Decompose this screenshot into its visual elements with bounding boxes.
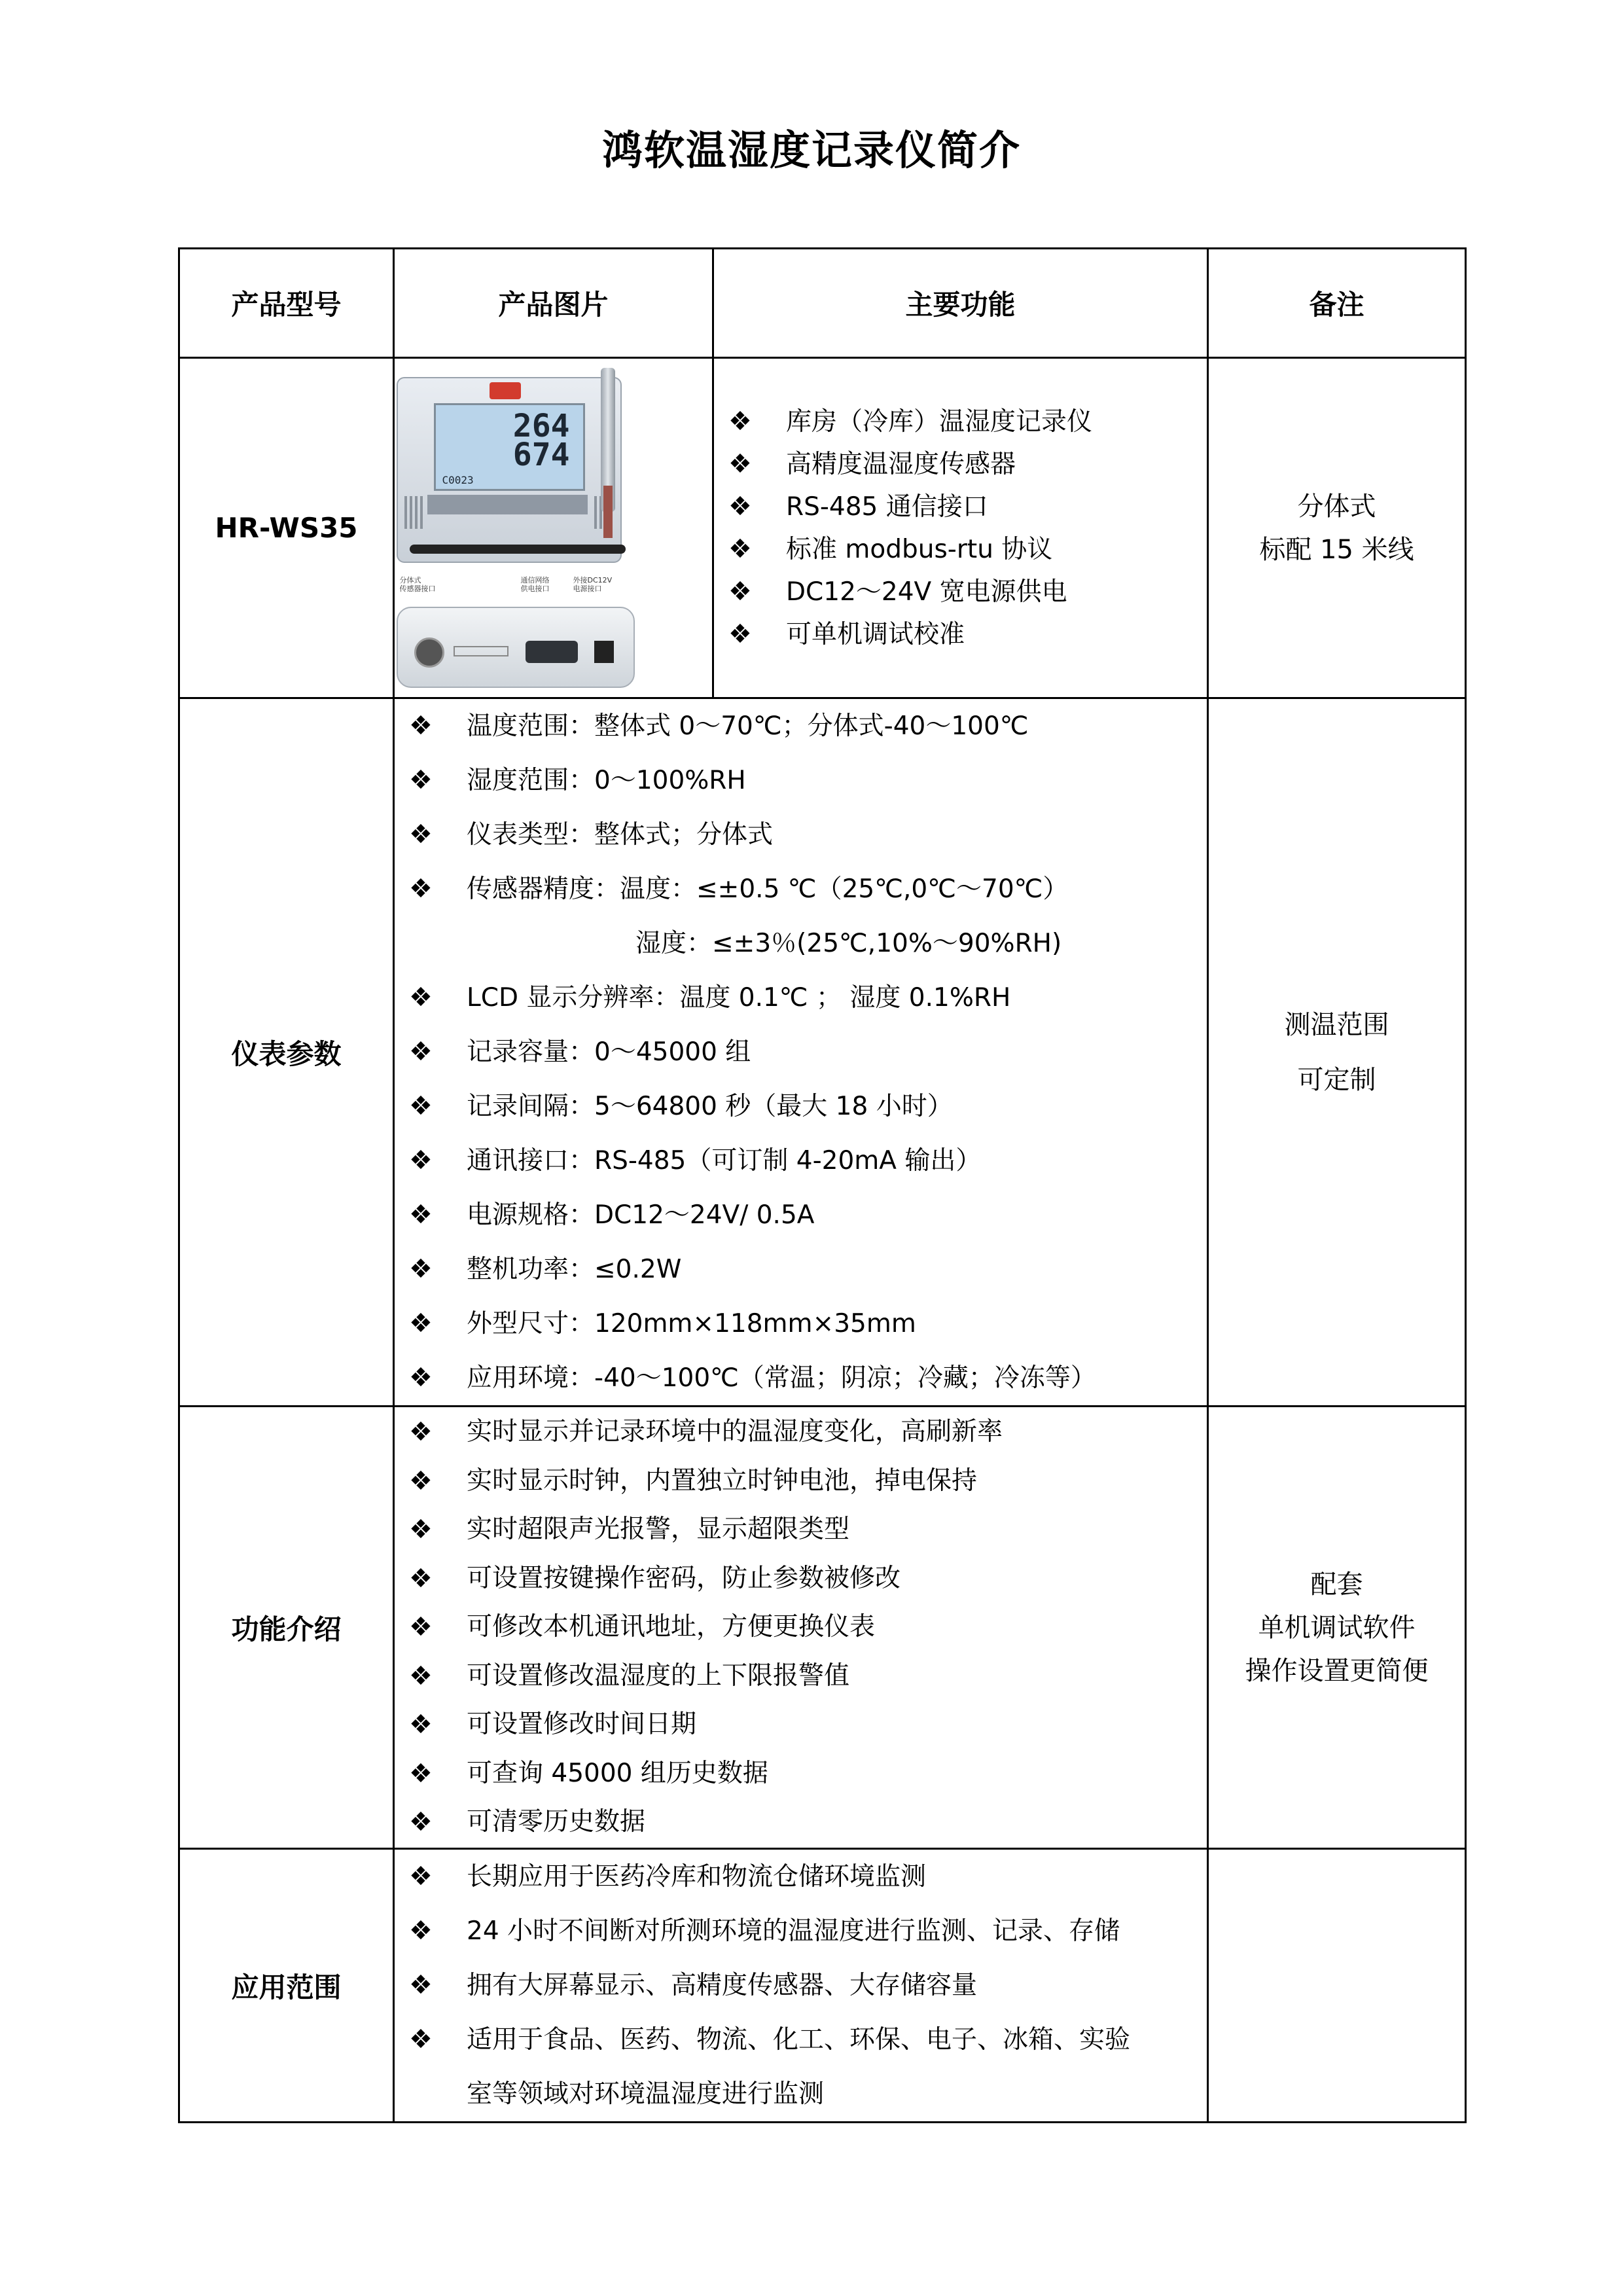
list-item: ❖ 可设置修改温湿度的上下限报警值 [395, 1652, 1207, 1701]
list-item: ❖ 实时显示并记录环境中的温湿度变化，高刷新率 [395, 1408, 1207, 1457]
bullet-icon: ❖ [409, 1861, 433, 1892]
list-item: ❖ 通讯接口：RS-485（可订制 4-20mA 输出） [395, 1134, 1207, 1188]
list-item: ❖ RS-485 通信接口 [714, 486, 1207, 528]
table-header-row [179, 249, 1466, 358]
product-picture-cell [394, 358, 713, 698]
bullet-icon: ❖ [728, 406, 752, 437]
bullet-icon: ❖ [409, 1465, 433, 1496]
list-item: ❖ 可设置修改时间日期 [395, 1700, 1207, 1749]
brand-logo-icon [490, 382, 521, 399]
bullet-icon: ❖ [728, 619, 752, 649]
vent-left-icon [404, 496, 424, 529]
features-label: 功能介绍 [179, 1407, 394, 1849]
bullet-icon: ❖ [409, 982, 433, 1013]
product-spec-table [178, 247, 1467, 2123]
application-row [179, 1849, 1466, 2123]
bullet-icon: ❖ [409, 1308, 433, 1338]
list-item: ❖ DC12～24V 宽电源供电 [714, 571, 1207, 613]
list-item: ❖ 记录容量：0～45000 组 [395, 1025, 1207, 1079]
device-nameplate [427, 495, 588, 514]
lcd-humidity: 674 [512, 436, 570, 473]
bullet-icon: ❖ [409, 2024, 433, 2054]
product-row [179, 358, 1466, 698]
list-item: ❖ 实时显示时钟，内置独立时钟电池，掉电保持 [395, 1457, 1207, 1506]
bullet-icon: ❖ [409, 1970, 433, 2000]
device-front-image [397, 377, 622, 563]
bullet-icon: ❖ [409, 874, 433, 904]
bullet-icon: ❖ [409, 1363, 433, 1393]
list-item: ❖ 应用环境：-40～100℃（常温；阴凉；冷藏；冷冻等） [395, 1351, 1207, 1405]
list-item: ❖ 库房（冷库）温湿度记录仪 [714, 401, 1207, 443]
list-item: ❖ LCD 显示分辨率：温度 0.1℃ ； 湿度 0.1%RH [395, 971, 1207, 1025]
lcd-status: C0023 [442, 473, 474, 486]
page-title: 鸿软温湿度记录仪简介 [601, 126, 1021, 174]
features-note: 配套 单机调试软件 操作设置更简便 [1208, 1407, 1466, 1849]
features-list [395, 1408, 1207, 1847]
bullet-icon: ❖ [409, 1710, 433, 1740]
list-item: ❖ 标准 modbus-rtu 协议 [714, 528, 1207, 571]
list-item: ❖ 整机功率：≤0.2W [395, 1242, 1207, 1297]
application-list [395, 1850, 1207, 2121]
header-model: 产品型号 [179, 249, 394, 358]
header-notes: 备注 [1208, 249, 1466, 358]
bullet-icon: ❖ [409, 1758, 433, 1789]
header-picture: 产品图片 [394, 249, 713, 358]
features-row [179, 1407, 1466, 1849]
product-note: 分体式 标配 15 米线 [1208, 358, 1466, 698]
list-item: ❖ 高精度温湿度传感器 [714, 443, 1207, 486]
model-name: HR-WS35 [179, 358, 394, 698]
list-item: ❖ 外型尺寸：120mm×118mm×35mm [395, 1297, 1207, 1351]
bullet-icon: ❖ [409, 1807, 433, 1838]
list-item: ❖ 温度范围：整体式 0～70℃；分体式-40～100℃ [395, 699, 1207, 753]
lcd-temperature: 264 [512, 407, 570, 444]
bullet-icon: ❖ [409, 1612, 433, 1643]
bullet-icon: ❖ [409, 1417, 433, 1448]
bullet-icon: ❖ [409, 1515, 433, 1545]
list-item: ❖ 可单机调试校准 [714, 613, 1207, 656]
list-item: 湿度：≤±3％(25℃,10%～90%RH) [635, 929, 1062, 958]
list-item: ❖ 适用于食品、医药、物流、化工、环保、电子、冰箱、实验 [395, 2013, 1207, 2067]
bullet-icon: ❖ [728, 448, 752, 479]
product-image [397, 368, 711, 689]
device-bottom-image [397, 607, 635, 688]
bullet-icon: ❖ [409, 1200, 433, 1230]
bullet-icon: ❖ [409, 1563, 433, 1594]
bullet-icon: ❖ [728, 491, 752, 522]
list-item: ❖ 湿度范围：0～100%RH [395, 753, 1207, 808]
application-note [1208, 1849, 1466, 2123]
bullet-icon: ❖ [409, 1916, 433, 1946]
params-cell [394, 698, 1208, 1407]
bullet-icon: ❖ [409, 1091, 433, 1121]
bullet-icon: ❖ [728, 533, 752, 564]
list-item: ❖ 可查询 45000 组历史数据 [395, 1749, 1207, 1799]
params-note: 测温范围 可定制 [1208, 698, 1466, 1407]
bullet-icon: ❖ [409, 1660, 433, 1691]
list-item: ❖ 记录间隔：5～64800 秒（最大 18 小时） [395, 1079, 1207, 1134]
params-label: 仪表参数 [179, 698, 394, 1407]
lcd-display [434, 403, 585, 491]
header-functions: 主要功能 [713, 249, 1208, 358]
list-item: ❖ 长期应用于医药冷库和物流仓储环境监测 [395, 1850, 1207, 1904]
list-item: 室等领域对环境温湿度进行监测 [467, 2079, 825, 2109]
list-item: ❖ 拥有大屏幕显示、高精度传感器、大存储容量 [395, 1958, 1207, 2013]
bullet-icon: ❖ [728, 576, 752, 607]
functions-list [714, 401, 1207, 656]
slot-icon [454, 646, 508, 656]
label-power-port: 外接DC12V 电源接口 [573, 575, 613, 593]
bullet-icon: ❖ [409, 765, 433, 795]
probe-tip-icon [603, 486, 613, 538]
sensor-port-icon [414, 637, 444, 668]
label-comm-port: 通信网络 供电接口 [520, 575, 550, 593]
list-item: ❖ 24 小时不间断对所测环境的温湿度进行监测、记录、存储 [395, 1904, 1207, 1958]
application-label: 应用范围 [179, 1849, 394, 2123]
bullet-icon: ❖ [409, 1037, 433, 1067]
list-item: ❖ 电源规格：DC12～24V/ 0.5A [395, 1188, 1207, 1242]
list-item: ❖ 可清零历史数据 [395, 1798, 1207, 1847]
db9-port-icon [526, 641, 578, 663]
functions-cell [713, 358, 1208, 698]
bullet-icon: ❖ [409, 1145, 433, 1175]
bullet-icon: ❖ [409, 819, 433, 850]
label-sensor-port: 分体式 传感器接口 [399, 575, 436, 593]
cable-icon [410, 545, 626, 554]
list-item: ❖ 仪表类型：整体式；分体式 [395, 808, 1207, 862]
application-cell [394, 1849, 1208, 2123]
bullet-icon: ❖ [409, 711, 433, 741]
features-cell [394, 1407, 1208, 1849]
list-item: ❖ 可修改本机通讯地址，方便更换仪表 [395, 1603, 1207, 1652]
list-item: ❖ 传感器精度：温度：≤±0.5 ℃（25℃,0℃～70℃） [395, 862, 1207, 916]
params-list [395, 699, 1207, 1405]
dc-jack-icon [594, 641, 614, 663]
list-item: ❖ 实时超限声光报警，显示超限类型 [395, 1505, 1207, 1554]
list-item: ❖ 可设置按键操作密码，防止参数被修改 [395, 1554, 1207, 1604]
params-row [179, 698, 1466, 1407]
bullet-icon: ❖ [409, 1254, 433, 1284]
